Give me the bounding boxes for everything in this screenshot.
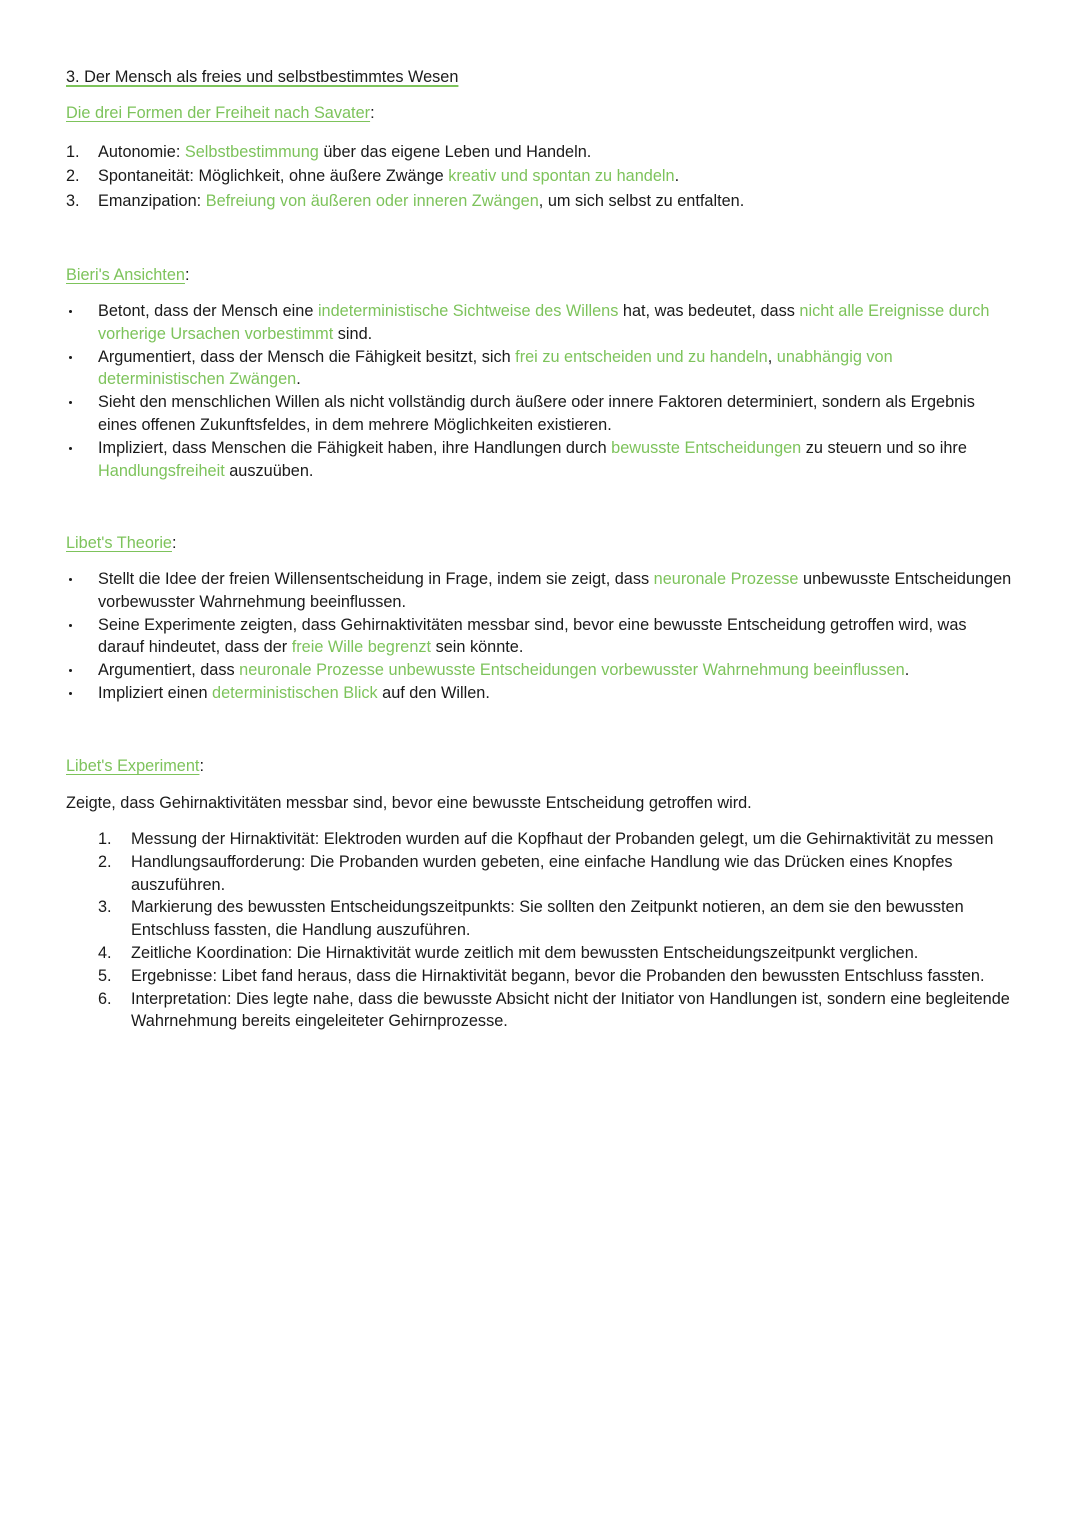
libet-theory-heading bbox=[66, 532, 177, 555]
item-text: Argumentiert, dass der Mensch die Fähigkeit besitzt, sich bbox=[98, 347, 516, 366]
list-number: 6. bbox=[98, 989, 112, 1008]
list-item bbox=[66, 190, 1026, 213]
bullet-dot bbox=[69, 356, 72, 359]
item-text: unbewusste Entscheidungen vorbewusster Wahrnehmung beeinflussen. bbox=[98, 570, 1012, 611]
highlight-text: nicht alle Ereignisse durch vorherige Ursachen vorbestimmt bbox=[98, 302, 990, 343]
list-item bbox=[66, 437, 1012, 483]
highlight-text: Selbstbestimmung bbox=[184, 143, 319, 161]
list-item bbox=[66, 141, 1026, 164]
list-item bbox=[98, 988, 1018, 1034]
bieri-list bbox=[66, 300, 1012, 482]
bullet-dot bbox=[69, 669, 72, 672]
item-text: Autonomie: bbox=[98, 143, 185, 161]
item-text: Handlungsaufforderung: Die Probanden wurden gebeten, eine einfache Handlung wie das Drücken eines Knopfes auszuführen. bbox=[131, 852, 953, 894]
highlight-text: deterministischen Blick bbox=[212, 683, 378, 702]
highlight-text: unabhängig von deterministischen Zwängen bbox=[98, 347, 893, 389]
highlight-text: Handlungsfreiheit bbox=[98, 461, 225, 480]
bieri-heading bbox=[66, 264, 189, 287]
list-item bbox=[66, 165, 1026, 188]
item-text: auszuüben. bbox=[224, 461, 314, 480]
highlight-text: frei zu entscheiden und zu handeln bbox=[515, 347, 768, 366]
savater-list bbox=[66, 141, 1026, 212]
item-text: . bbox=[904, 661, 910, 680]
savater-heading-colon: : bbox=[370, 104, 375, 122]
item-text: zu steuern und so ihre bbox=[801, 438, 967, 457]
list-item bbox=[66, 659, 1012, 682]
item-text: Spontaneität: Möglichkeit, ohne äußere Zwänge bbox=[98, 167, 449, 186]
bullet-dot bbox=[69, 310, 72, 313]
list-number: 5. bbox=[98, 966, 112, 985]
bullet-dot bbox=[69, 692, 72, 695]
list-item bbox=[66, 682, 1012, 705]
list-number: 3. bbox=[98, 898, 112, 917]
item-text: Betont, dass der Mensch eine bbox=[98, 302, 318, 320]
list-item bbox=[66, 346, 1012, 392]
highlight-text: bewusste Entscheidungen bbox=[611, 438, 802, 457]
libet-experiment-steps bbox=[98, 828, 1018, 1033]
list-item bbox=[66, 568, 1012, 614]
libet-experiment-heading bbox=[66, 755, 204, 778]
list-item bbox=[66, 391, 1012, 437]
item-text: Argumentiert, dass bbox=[98, 661, 240, 680]
item-text: Stellt die Idee der freien Willensentscheidung in Frage, indem sie zeigt, dass bbox=[98, 570, 654, 588]
item-text: Seine Experimente zeigten, dass Gehirnaktivitäten messbar sind, bevor eine bewusste Entscheidung getroffen wird, was darauf hindeutet, dass der bbox=[98, 615, 967, 657]
item-text: Zeitliche Koordination: Die Hirnaktivität wurde zeitlich mit dem bewussten Entscheidungszeitpunkt verglichen. bbox=[131, 943, 919, 962]
bullet-dot bbox=[69, 401, 72, 404]
highlight-text: Befreiung von äußeren oder inneren Zwängen bbox=[205, 191, 539, 210]
bullet-dot bbox=[69, 447, 72, 450]
item-text: sein könnte. bbox=[431, 638, 524, 657]
item-text: über das eigene Leben und Handeln. bbox=[318, 143, 592, 161]
bullet-dot bbox=[69, 624, 72, 627]
item-text: Sieht den menschlichen Willen als nicht vollständig durch äußere oder innere Faktoren determiniert, sondern als Ergebnis eines offenen Zukunftsfeldes, in dem mehrere Möglichkeiten existieren. bbox=[98, 393, 975, 434]
list-item bbox=[98, 851, 1018, 897]
list-item bbox=[98, 896, 1018, 942]
item-text: . bbox=[674, 167, 680, 186]
list-item bbox=[66, 300, 1012, 346]
highlight-text: freie Wille begrenzt bbox=[291, 638, 432, 657]
libet-theory-list bbox=[66, 568, 1012, 705]
libet-experiment-intro: Zeigte, dass Gehirnaktivitäten messbar sind, bevor eine bewusste Entscheidung getroffen wird. bbox=[66, 794, 752, 812]
libet-experiment-heading-text: Libet's Experiment bbox=[66, 757, 200, 775]
list-item bbox=[66, 614, 1012, 660]
item-text: Markierung des bewussten Entscheidungszeitpunkts: Sie sollten den Zeitpunkt notieren, an dem sie den bewussten Entschluss fassten, die Handlung auszuführen. bbox=[131, 898, 964, 940]
item-text: hat, was bedeutet, dass bbox=[618, 302, 800, 320]
highlight-text: neuronale Prozesse bbox=[653, 570, 799, 588]
highlight-text: indeterministische Sichtweise des Willens bbox=[317, 302, 619, 320]
list-item bbox=[98, 828, 1018, 851]
item-text: . bbox=[296, 370, 301, 389]
list-number: 2. bbox=[98, 852, 112, 871]
item-text: Ergebnisse: Libet fand heraus, dass die Hirnaktivität begann, bevor die Probanden den bewussten Entschluss fassten. bbox=[131, 966, 985, 985]
list-number: 1. bbox=[66, 143, 80, 161]
libet-theory-heading-colon: : bbox=[172, 534, 177, 552]
highlight-text: neuronale Prozesse unbewusste Entscheidungen vorbewusster Wahrnehmung beeinflussen bbox=[239, 661, 905, 680]
list-number: 4. bbox=[98, 943, 112, 962]
savater-heading bbox=[66, 102, 375, 125]
list-number: 1. bbox=[98, 830, 112, 848]
savater-heading-text: Die drei Formen der Freiheit nach Savater bbox=[66, 104, 371, 122]
list-item bbox=[98, 965, 1018, 988]
list-number: 3. bbox=[66, 191, 80, 210]
item-text: auf den Willen. bbox=[377, 683, 490, 702]
item-text: Impliziert einen bbox=[98, 683, 213, 702]
item-text: Impliziert, dass Menschen die Fähigkeit haben, ihre Handlungen durch bbox=[98, 438, 612, 457]
item-text: sind. bbox=[333, 324, 373, 343]
libet-experiment-heading-colon: : bbox=[199, 757, 204, 775]
bullet-dot bbox=[69, 578, 72, 581]
libet-theory-heading-text: Libet's Theorie bbox=[66, 534, 172, 552]
item-text: , bbox=[767, 347, 777, 366]
highlight-text: kreativ und spontan zu handeln bbox=[448, 167, 675, 186]
item-text: Interpretation: Dies legte nahe, dass die bewusste Absicht nicht der Initiator von Handlungen ist, sondern eine begleitende Wahrnehmung bereits eingeleiteter Gehirnprozesse. bbox=[131, 989, 1010, 1031]
page-title: 3. Der Mensch als freies und selbstbestimmtes Wesen bbox=[66, 68, 459, 86]
bieri-heading-colon: : bbox=[184, 266, 190, 284]
list-item bbox=[98, 942, 1018, 965]
item-text: Emanzipation: bbox=[98, 191, 206, 210]
bieri-heading-text: Bieri's Ansichten bbox=[66, 266, 185, 284]
item-text: Messung der Hirnaktivität: Elektroden wurden auf die Kopfhaut der Probanden gelegt, um die Gehirnaktivität zu messen bbox=[131, 830, 994, 848]
item-text: , um sich selbst zu entfalten. bbox=[538, 191, 745, 210]
list-number: 2. bbox=[66, 167, 80, 186]
